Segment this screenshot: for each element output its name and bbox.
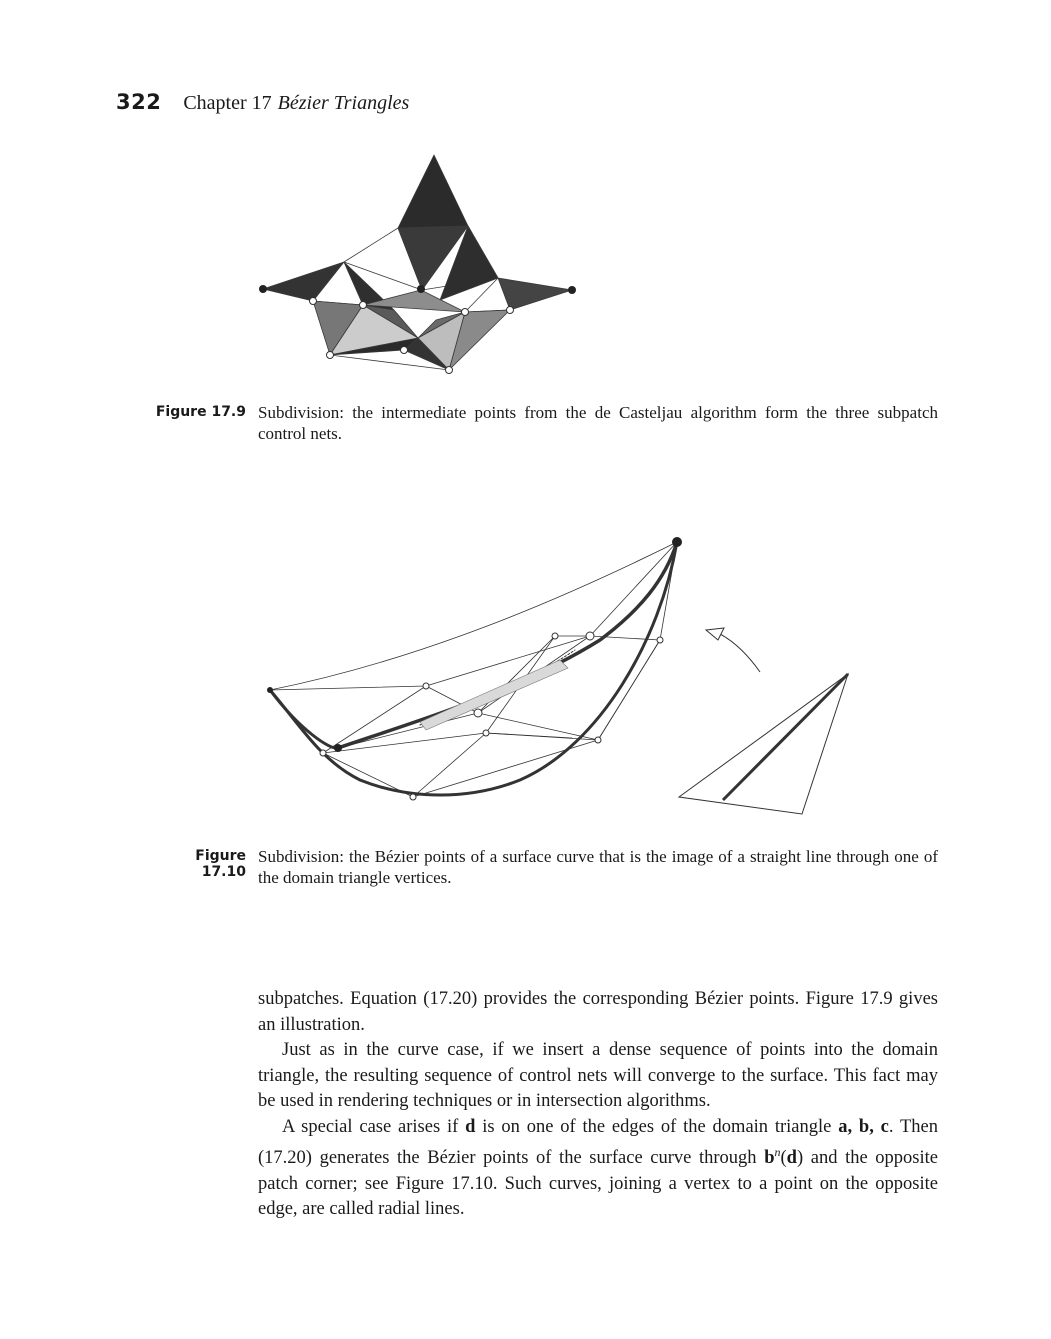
control-point — [595, 737, 601, 743]
control-point — [410, 794, 416, 800]
intermediate-point — [360, 302, 367, 309]
chapter-label: Chapter 17 — [183, 92, 272, 114]
intermediate-point — [462, 309, 469, 316]
body-text — [258, 987, 938, 1223]
mapping-arrow — [720, 634, 760, 672]
patch-corner — [672, 537, 682, 547]
caption-text: Subdivision: the intermediate points from the de Casteljau algorithm form the three subpatch control nets. — [258, 403, 938, 443]
domain-triangle — [679, 674, 848, 814]
patch-corner — [267, 687, 273, 693]
mapping-arrow-head — [706, 628, 724, 640]
caption-text: Subdivision: the Bézier points of a surface curve that is the image of a straight line through one of the domain triangle vertices. — [258, 847, 938, 887]
control-point — [259, 285, 267, 293]
control-point — [552, 633, 558, 639]
net-face-right — [498, 278, 572, 310]
figure-label: Figure 17.9 — [155, 404, 246, 420]
net-face-top — [398, 155, 468, 228]
control-point — [423, 683, 429, 689]
control-point — [483, 730, 489, 736]
control-point — [320, 750, 326, 756]
intermediate-point — [401, 347, 408, 354]
figure-17-10-illustration — [255, 525, 865, 815]
intermediate-point — [327, 352, 334, 359]
figure-17-9-illustration — [250, 150, 590, 380]
intermediate-point — [507, 307, 514, 314]
control-point — [657, 637, 663, 643]
chapter-title: Bézier Triangles — [277, 92, 410, 114]
paragraph: A special case arises if d is on one of the edges of the domain triangle a, b, c. Then (17.20) generates the Bézier points of the surface curve through $b^n(d)$ and the opposite patch corner; see Figure 17.10. Such curves, joining a vertex to a point on the opposite edge, are called radial lines. — [258, 1116, 938, 1220]
bezier-point — [586, 632, 594, 640]
page-header — [116, 90, 409, 120]
bezier-point — [474, 709, 482, 717]
paragraph: subpatches. Equation (17.20) provides the corresponding Bézier points. Figure 17.9 gives an illustration. — [258, 989, 938, 1035]
curve-endpoint — [334, 744, 342, 752]
paragraph: Just as in the curve case, if we insert a dense sequence of points into the domain triangle, the resulting sequence of control nets will converge to the surface. This fact may be used in rendering techniques or in intersection algorithms. — [258, 1040, 938, 1111]
page-number: 322 — [116, 90, 162, 114]
control-point — [568, 286, 576, 294]
figure-label: Figure 17.10 — [195, 848, 246, 880]
control-point — [417, 285, 425, 293]
intermediate-point — [310, 298, 317, 305]
curve-strip — [420, 660, 568, 730]
intermediate-point — [446, 367, 453, 374]
